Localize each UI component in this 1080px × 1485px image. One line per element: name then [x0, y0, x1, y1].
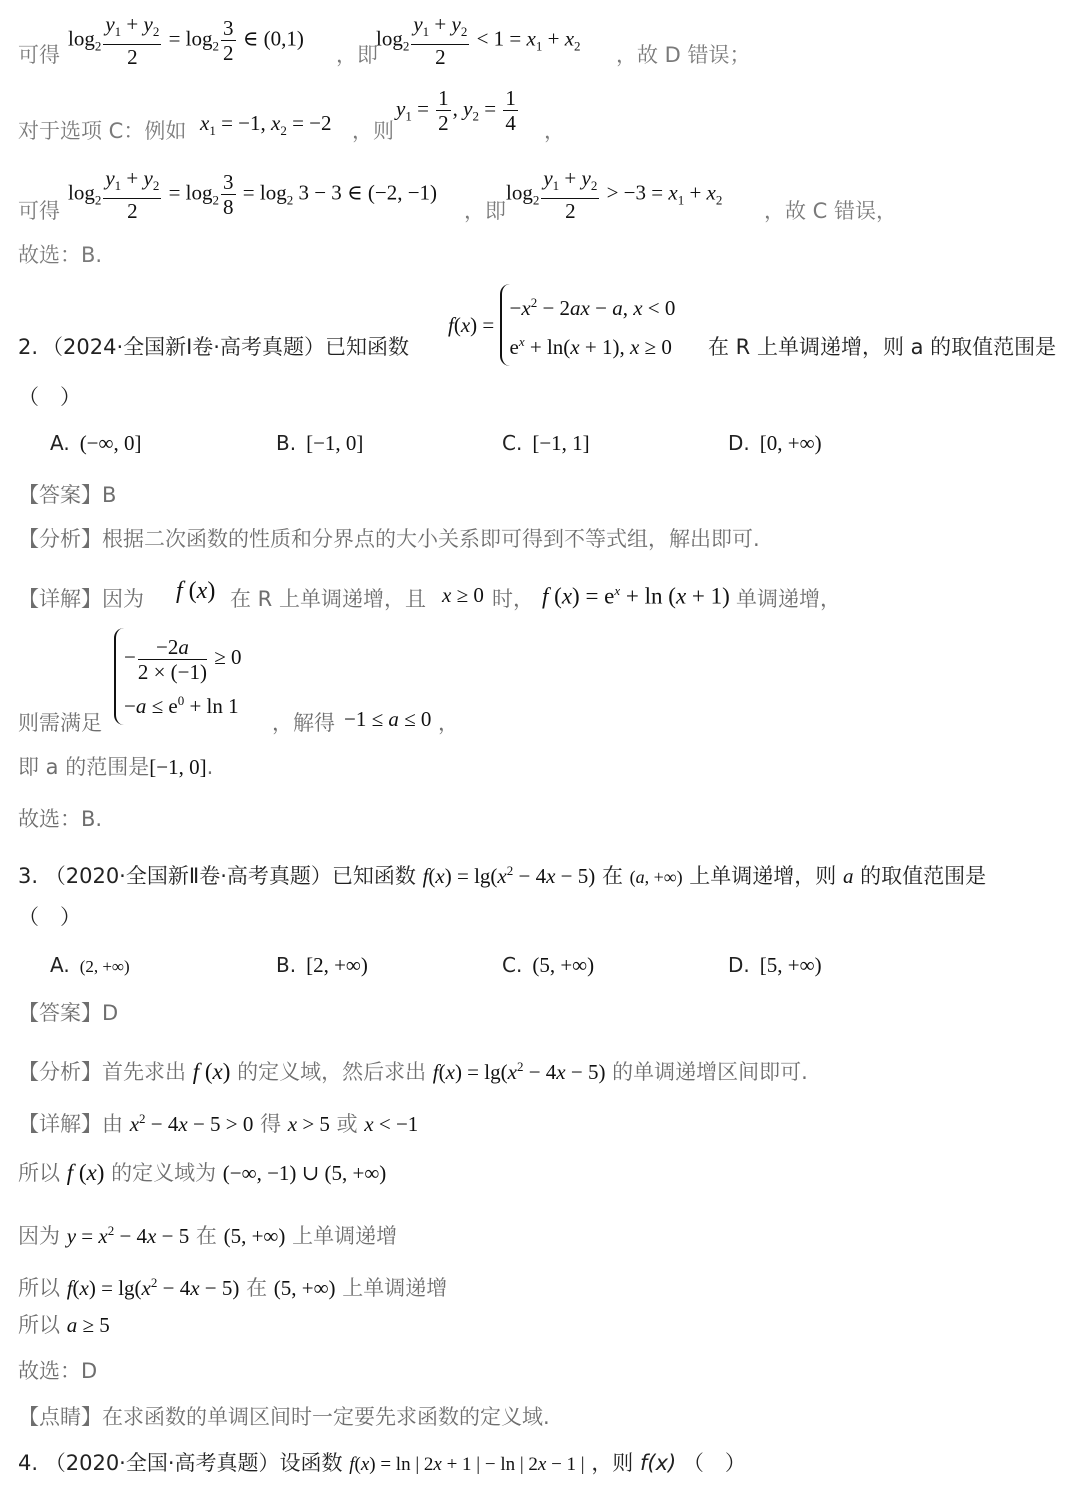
text: 【详解】由: [18, 1112, 123, 1136]
so2-line: [18, 1310, 1072, 1340]
text: 【分析】首先求出: [18, 1060, 186, 1084]
text: 则需满足: [18, 711, 102, 735]
formula: f (x): [176, 578, 216, 604]
text: f(x): [640, 1451, 677, 1475]
formula: (a, +∞): [629, 867, 683, 887]
formula: x ≥ 0: [442, 583, 484, 607]
formula: $\log_2$ $\frac{y_1 + y_2}{2}$ < $1 = x_1 + x_2$: [376, 12, 581, 70]
because-line: [18, 1216, 1072, 1251]
question-source: （2020·全国·高考真题）设函数: [44, 1451, 343, 1475]
question-number: 4.: [18, 1451, 39, 1475]
question-4: [18, 1448, 1072, 1480]
answer-paren: （ ）: [18, 385, 81, 409]
formula: $y = x^2 - 4x - 5$: [66, 1223, 190, 1248]
analysis: 【分析】根据二次函数的性质和分界点的大小关系即可得到不等式组，解出即可.: [18, 527, 760, 551]
question-2: [18, 284, 1072, 364]
text: 的定义域，然后求出: [237, 1060, 427, 1084]
text-line-2: [18, 86, 1072, 142]
choose-line: 故选：B.: [18, 243, 103, 267]
remark: 【点睛】在求函数的单调区间时一定要先求函数的定义域.: [18, 1405, 550, 1429]
formula: x < −1: [364, 1112, 419, 1136]
option-c[interactable]: C. [−1, 1]: [502, 431, 590, 455]
text: ，即: [464, 199, 506, 223]
choose-line: 故选：D: [18, 1359, 98, 1383]
text: 所以: [18, 1276, 60, 1300]
formula: $f(x) = \lg(x^2 - 4x - 5)$: [432, 1059, 606, 1084]
formula: $x_1 = -1$, $x_2 = -2$: [200, 111, 332, 139]
answer: 【答案】B: [18, 483, 117, 507]
question-tail: 在 R 上单调递增，则 a 的取值范围是: [708, 335, 1057, 359]
formula: (−∞, −1) ∪ (5, +∞): [222, 1161, 387, 1185]
formula: $f(x) = \lg(x^2 - 4x - 5)$: [66, 1275, 240, 1300]
question-number: 3.: [18, 864, 39, 888]
text: ，即: [336, 43, 378, 67]
option-b[interactable]: B. [−1, 0]: [276, 431, 364, 455]
text: 的单调递增区间即可.: [612, 1060, 808, 1084]
text: 所以: [18, 1313, 60, 1337]
text: 的取值范围是: [860, 864, 987, 888]
option-c[interactable]: C. (5, +∞): [502, 953, 595, 977]
text: 单调递增，: [736, 587, 841, 611]
formula: (5, +∞): [273, 1276, 336, 1300]
question-source: （2020·全国新Ⅱ卷·高考真题）已知函数: [44, 864, 416, 888]
text: ，解得: [272, 711, 335, 735]
so-line: [18, 1268, 1072, 1303]
text-line-1: [18, 12, 1072, 70]
formula: f (x): [66, 1160, 105, 1185]
question-source: （2024·全国新Ⅰ卷·高考真题）已知函数: [42, 335, 409, 359]
detail-line: [18, 1104, 1072, 1139]
text: 所以: [18, 1161, 60, 1185]
detail-line: [18, 576, 1072, 616]
answer-paren: （ ）: [682, 1451, 746, 1475]
text: 的定义域为: [111, 1161, 217, 1185]
text: 在 R 上单调递增，且: [230, 587, 426, 611]
condition-line: [18, 628, 1072, 738]
formula: x > 5: [287, 1112, 330, 1136]
text: 在: [195, 1224, 217, 1248]
formula: −1 ≤ a ≤ 0: [344, 707, 432, 731]
text-line-3: [18, 166, 1072, 222]
formula: (5, +∞): [223, 1224, 286, 1248]
domain-line: [18, 1158, 1072, 1188]
text: ，则: [352, 119, 394, 143]
text: ，: [438, 711, 459, 735]
text: ，: [544, 119, 565, 143]
formula: $x^2 - 4x - 5 > 0$: [129, 1111, 254, 1136]
formula: $\log_2$ $\frac{y_1 + y_2}{2}$ = $\log_2$ $\frac{3}{8}$ = $\log_2 3 - 3$ ∈ (−2, −1): [68, 166, 438, 224]
formula: f(x) = ln | 2x + 1 | − ln | 2x − 1 |: [349, 1454, 585, 1475]
formula: $\log_2$ $\frac{y_1 + y_2}{2}$ = $\log_2$ $\frac{3}{2}$ ∈ (0,1): [68, 12, 304, 70]
text: 时，: [492, 587, 534, 611]
option-a[interactable]: A. (−∞, 0]: [50, 431, 142, 455]
text: ，则: [591, 1451, 634, 1475]
text: 在: [601, 864, 623, 888]
text: 得: [260, 1112, 282, 1136]
text: 上单调递增: [342, 1276, 448, 1300]
formula: $f(x) = \lg(x^2 - 4x - 5)$: [422, 863, 596, 888]
formula: a ≥ 5: [66, 1313, 110, 1337]
formula: $\log_2$ $\frac{y_1 + y_2}{2}$ > $-3 = x_1 + x_2$: [506, 166, 723, 224]
text: 上单调递增，则: [689, 864, 837, 888]
answer-paren: （ ）: [18, 905, 81, 929]
answer: 【答案】D: [18, 1001, 119, 1025]
option-b[interactable]: B. [2, +∞): [276, 953, 368, 977]
formula: f (x): [192, 1059, 231, 1084]
options-row: [50, 428, 1072, 458]
choose-line: 故选：B.: [18, 807, 103, 831]
analysis: [18, 1052, 1072, 1087]
formula: $y_1$ = $\frac{1}{2}$ , $y_2$ = $\frac{1}{4}$: [396, 86, 516, 135]
text: ，故 D 错误；: [616, 43, 751, 67]
text: 可得: [18, 43, 60, 67]
text: 可得: [18, 199, 60, 223]
text: 【详解】因为: [18, 587, 144, 611]
option-d[interactable]: D. [5, +∞): [728, 953, 822, 977]
formula: f $(x) = e^x + \ln (x + 1)$: [542, 583, 730, 609]
piecewise-function: f(x) = $-x^2 - 2ax - a$, x < 0 $e^x + \ln(x + 1)$, x ≥ 0: [448, 284, 675, 366]
text: 因为: [18, 1224, 60, 1248]
option-d[interactable]: D. [0, +∞): [728, 431, 822, 455]
question-3: [18, 856, 1072, 892]
formula: [−1, 0]: [149, 755, 207, 779]
inequality-system: − $\frac{-2a}{2 \times (-1)}$ ≥ 0 $-a \le e^0 + \ln 1$: [114, 628, 242, 725]
text: 对于选项 C：例如: [18, 119, 187, 143]
formula: a: [842, 864, 854, 888]
text: 或: [336, 1112, 358, 1136]
text: 上单调递增: [292, 1224, 398, 1248]
question-number: 2.: [18, 335, 39, 359]
options-row: [50, 950, 1072, 982]
text: 在: [246, 1276, 268, 1300]
option-a[interactable]: A. (2, +∞): [50, 953, 130, 977]
text: 即 a 的范围是: [18, 755, 150, 779]
range-line: 即 a 的范围是[−1, 0].: [18, 755, 214, 779]
text: ，故 C 错误，: [764, 199, 898, 223]
